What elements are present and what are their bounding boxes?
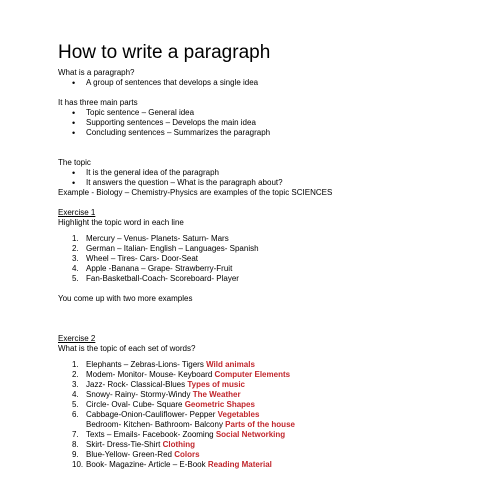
answer-label: Wild animals (206, 360, 255, 369)
exercise2-item: 4. Snowy- Rainy- Stormy-Windy The Weather (72, 390, 241, 399)
exercise1-item: 1. Mercury – Venus- Planets- Saturn- Mars (72, 234, 229, 243)
page-title: How to write a paragraph (58, 42, 271, 63)
exercise2-item: 6. Cabbage-Onion-Cauliflower- Pepper Vegetables Bedroom- Kitchen- Bathroom- Balcony Parts of the house (72, 410, 295, 429)
exercise2-item: 5. Circle- Oval- Cube- Square Geometric Shapes (72, 400, 255, 409)
answer-label: Computer Elements (214, 370, 291, 379)
parts-heading: It has three main parts (58, 98, 138, 107)
answer-label: Types of music (187, 380, 246, 389)
definition-item: • A group of sentences that develops a single idea (58, 78, 478, 88)
intro-question: What is a paragraph? (58, 68, 135, 77)
definition-list (58, 78, 478, 88)
exercise1-followup: You come up with two more examples (58, 294, 193, 303)
answer-label: Reading Material (207, 460, 272, 469)
exercise2-item: 7. Texts – Emails- Facebook- Zooming Social Networking (72, 430, 286, 439)
answer-label: The Weather (192, 390, 241, 399)
topic-list (58, 168, 478, 188)
exercise2-item: 8. Skirt- Dress-Tie-Shirt Clothing (72, 440, 196, 449)
exercise1-heading: Exercise 1 (58, 208, 96, 217)
answer-label: Geometric Shapes (184, 400, 255, 409)
exercise1-item: 5. Fan-Basketball-Coach- Scoreboard- Player (72, 274, 239, 283)
exercise2-list (58, 360, 478, 470)
exercise1-list (58, 234, 478, 284)
parts-list (58, 108, 478, 138)
parts-item: • Topic sentence – General idea (58, 108, 478, 118)
document-page (58, 42, 478, 470)
exercise2-item: 2. Modem- Monitor- Mouse- Keyboard Computer Elements (72, 370, 291, 379)
exercise2-item: 10. Book- Magazine- Article – E-Book Reading Material (72, 460, 272, 469)
exercise1-item: 4. Apple -Banana – Grape- Strawberry-Fruit (72, 264, 233, 273)
exercise2-item: 3. Jazz- Rock- Classical-Blues Types of music (72, 380, 246, 389)
topic-item: • It is the general idea of the paragraph (58, 168, 478, 178)
exercise2-item: 1. Elephants – Zebras-Lions- Tigers Wild animals (72, 360, 255, 369)
parts-item: • Concluding sentences – Summarizes the paragraph (58, 128, 478, 138)
exercise1-item: 2. German – Italian- English – Languages- Spanish (72, 244, 259, 253)
exercise1-instruction: Highlight the topic word in each line (58, 218, 184, 227)
exercise1-item: 3. Wheel – Tires- Cars- Door-Seat (72, 254, 199, 263)
topic-item: • It answers the question – What is the paragraph about? (58, 178, 478, 188)
answer-label: Colors (174, 450, 200, 459)
exercise2-heading: Exercise 2 (58, 334, 96, 343)
topic-heading: The topic (58, 158, 91, 167)
exercise2-instruction: What is the topic of each set of words? (58, 344, 196, 353)
answer-label: Social Networking (215, 430, 286, 439)
parts-item: • Supporting sentences – Develops the main idea (58, 118, 478, 128)
exercise2-item: 9. Blue-Yellow- Green-Red Colors (72, 450, 200, 459)
answer-label: Clothing (162, 440, 196, 449)
topic-example: Example - Biology – Chemistry-Physics are examples of the topic SCIENCES (58, 188, 333, 197)
answer-label: Vegetables (217, 410, 260, 419)
answer-label: Parts of the house (225, 420, 295, 429)
